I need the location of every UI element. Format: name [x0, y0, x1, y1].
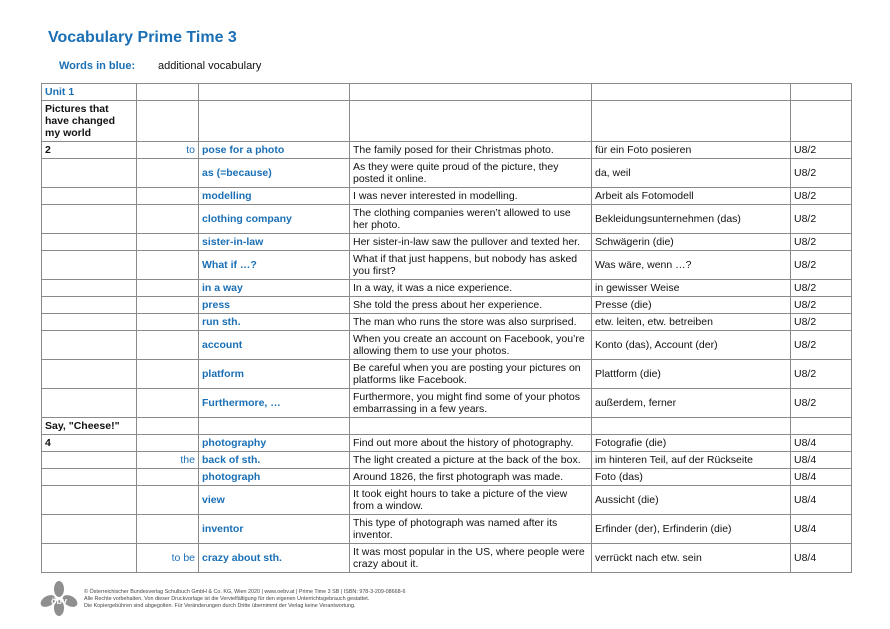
unit-row — [42, 84, 852, 101]
table-row — [42, 234, 852, 251]
prefix: to be — [137, 544, 199, 573]
reference: U8/2 — [791, 297, 852, 314]
example-sentence: The clothing companies weren’t allowed to use her photo. — [350, 205, 592, 234]
prefix — [137, 234, 199, 251]
german-translation: etw. leiten, etw. betreiben — [592, 314, 791, 331]
prefix — [137, 435, 199, 452]
german-translation: für ein Foto posieren — [592, 142, 791, 159]
legend-label: Words in blue: — [59, 60, 136, 72]
vocab-word: view — [199, 486, 350, 515]
prefix — [137, 297, 199, 314]
reference: U8/2 — [791, 389, 852, 418]
german-translation: Presse (die) — [592, 297, 791, 314]
vocab-word: account — [199, 331, 350, 360]
example-sentence: Around 1826, the first photograph was made. — [350, 469, 592, 486]
vocab-word: clothing company — [199, 205, 350, 234]
group-number: 2 — [42, 142, 137, 159]
oebv-logo — [39, 581, 79, 617]
german-translation: Arbeit als Fotomodell — [592, 188, 791, 205]
vocab-word: Furthermore, … — [199, 389, 350, 418]
footer-copyright: © Österreichischer Bundesverlag Schulbuch GmbH & Co. KG, Wien 2020 | www.oebv.at | Prime Time 3 SB | ISBN: 978-3-209-08668-6 — [84, 589, 406, 595]
table-row — [42, 280, 852, 297]
table-row — [42, 251, 852, 280]
logo-text: öbv — [50, 596, 68, 606]
example-sentence: What if that just happens, but nobody has asked you first? — [350, 251, 592, 280]
table-row — [42, 331, 852, 360]
prefix — [137, 188, 199, 205]
german-translation: Schwägerin (die) — [592, 234, 791, 251]
reference: U8/2 — [791, 251, 852, 280]
vocab-word: press — [199, 297, 350, 314]
vocab-word: platform — [199, 360, 350, 389]
section-title-row — [42, 418, 852, 435]
german-translation: verrückt nach etw. sein — [592, 544, 791, 573]
table-row — [42, 142, 852, 159]
legend-value: additional vocabulary — [158, 60, 262, 72]
vocab-word: What if …? — [199, 251, 350, 280]
page-title: Vocabulary Prime Time 3 — [48, 29, 237, 46]
reference: U8/2 — [791, 205, 852, 234]
german-translation: Aussicht (die) — [592, 486, 791, 515]
example-sentence: It was most popular in the US, where people were crazy about it. — [350, 544, 592, 573]
prefix — [137, 515, 199, 544]
reference: U8/2 — [791, 234, 852, 251]
table-row — [42, 360, 852, 389]
vocab-word: modelling — [199, 188, 350, 205]
example-sentence: In a way, it was a nice experience. — [350, 280, 592, 297]
prefix — [137, 280, 199, 297]
example-sentence: When you create an account on Facebook, you’re allowing them to use your photos. — [350, 331, 592, 360]
vocab-word: sister-in-law — [199, 234, 350, 251]
table-row — [42, 486, 852, 515]
table-row — [42, 515, 852, 544]
reference: U8/2 — [791, 314, 852, 331]
prefix — [137, 314, 199, 331]
example-sentence: This type of photograph was named after its inventor. — [350, 515, 592, 544]
german-translation: da, weil — [592, 159, 791, 188]
table-row — [42, 314, 852, 331]
table-row — [42, 188, 852, 205]
german-translation: außerdem, ferner — [592, 389, 791, 418]
reference: U8/4 — [791, 544, 852, 573]
unit-label: Unit 1 — [42, 84, 137, 101]
example-sentence: Be careful when you are posting your pictures on platforms like Facebook. — [350, 360, 592, 389]
vocab-word: inventor — [199, 515, 350, 544]
german-translation: Bekleidungsunternehmen (das) — [592, 205, 791, 234]
prefix — [137, 159, 199, 188]
reference: U8/2 — [791, 142, 852, 159]
table-row — [42, 159, 852, 188]
prefix — [137, 331, 199, 360]
table-row — [42, 205, 852, 234]
reference: U8/2 — [791, 280, 852, 297]
vocab-word: back of sth. — [199, 452, 350, 469]
vocab-word: in a way — [199, 280, 350, 297]
example-sentence: The light created a picture at the back of the box. — [350, 452, 592, 469]
reference: U8/4 — [791, 486, 852, 515]
example-sentence: The man who runs the store was also surprised. — [350, 314, 592, 331]
reference: U8/4 — [791, 469, 852, 486]
footer — [84, 589, 405, 610]
german-translation: Foto (das) — [592, 469, 791, 486]
reference: U8/4 — [791, 515, 852, 544]
german-translation: Konto (das), Account (der) — [592, 331, 791, 360]
german-translation: im hinteren Teil, auf der Rückseite — [592, 452, 791, 469]
section-title: Say, "Cheese!" — [42, 418, 137, 435]
vocab-word: as (=because) — [199, 159, 350, 188]
example-sentence: I was never interested in modelling. — [350, 188, 592, 205]
prefix — [137, 469, 199, 486]
example-sentence: Her sister-in-law saw the pullover and texted her. — [350, 234, 592, 251]
prefix — [137, 251, 199, 280]
table-row — [42, 435, 852, 452]
table-row — [42, 297, 852, 314]
example-sentence: Find out more about the history of photography. — [350, 435, 592, 452]
prefix: the — [137, 452, 199, 469]
footer-fees: Die Kopiergebühren sind abgegolten. Für Veränderungen durch Dritte übernimmt der Verlag keine Verantwortung. — [84, 603, 356, 609]
table-row — [42, 544, 852, 573]
section-title: Pictures that have changed my world — [42, 101, 137, 142]
example-sentence: The family posed for their Christmas photo. — [350, 142, 592, 159]
table-row — [42, 469, 852, 486]
prefix — [137, 486, 199, 515]
vocabulary-table — [41, 83, 852, 573]
prefix — [137, 360, 199, 389]
section-title-row — [42, 101, 852, 142]
prefix — [137, 205, 199, 234]
prefix — [137, 389, 199, 418]
table-row — [42, 389, 852, 418]
prefix: to — [137, 142, 199, 159]
example-sentence: It took eight hours to take a picture of the view from a window. — [350, 486, 592, 515]
german-translation: Was wäre, wenn …? — [592, 251, 791, 280]
reference: U8/2 — [791, 188, 852, 205]
vocab-word: crazy about sth. — [199, 544, 350, 573]
example-sentence: She told the press about her experience. — [350, 297, 592, 314]
reference: U8/2 — [791, 159, 852, 188]
reference: U8/4 — [791, 435, 852, 452]
vocab-word: photograph — [199, 469, 350, 486]
german-translation: Fotografie (die) — [592, 435, 791, 452]
reference: U8/2 — [791, 360, 852, 389]
vocab-word: run sth. — [199, 314, 350, 331]
german-translation: in gewisser Weise — [592, 280, 791, 297]
german-translation: Erfinder (der), Erfinderin (die) — [592, 515, 791, 544]
vocab-word: photography — [199, 435, 350, 452]
reference: U8/4 — [791, 452, 852, 469]
table-row — [42, 452, 852, 469]
reference: U8/2 — [791, 331, 852, 360]
german-translation: Plattform (die) — [592, 360, 791, 389]
vocab-word: pose for a photo — [199, 142, 350, 159]
group-number: 4 — [42, 435, 137, 452]
example-sentence: Furthermore, you might find some of your photos embarrassing in a few years. — [350, 389, 592, 418]
footer-rights: Alle Rechte vorbehalten. Von dieser Druckvorlage ist die Vervielfältigung für den eigenen Unterrichtsgebrauch gestattet. — [84, 596, 370, 602]
example-sentence: As they were quite proud of the picture, they posted it online. — [350, 159, 592, 188]
